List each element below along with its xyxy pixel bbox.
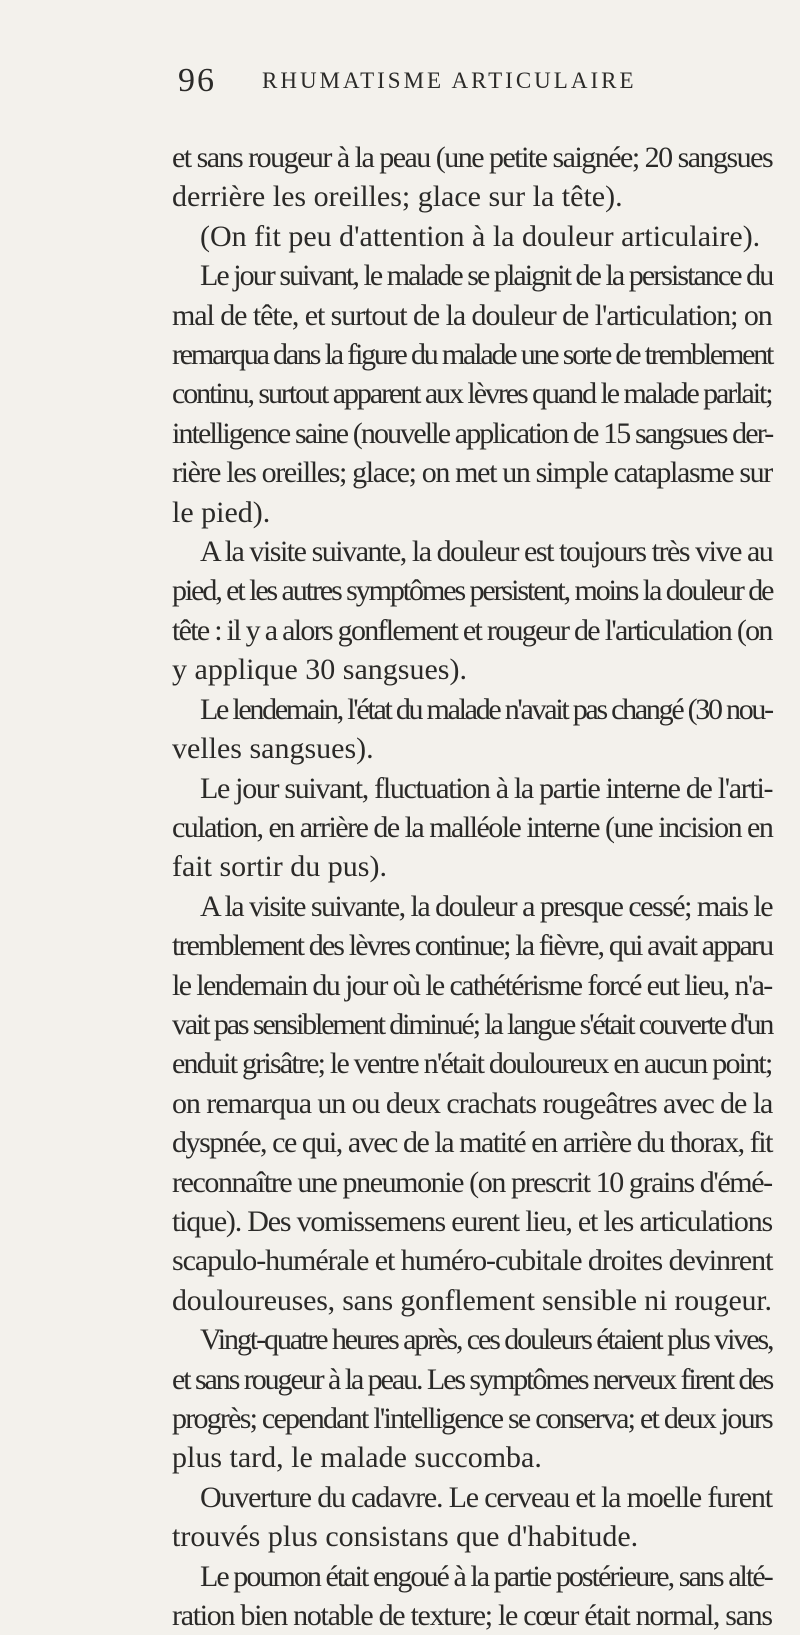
text-line: rière les oreilles; glace; on met un simple cataplasme sur bbox=[172, 456, 772, 490]
text-line: culation, en arrière de la malléole interne (une incision en bbox=[172, 810, 773, 844]
text-line: velles sangsues). bbox=[172, 732, 374, 766]
text-line: progrès; cependant l'intelligence se conserva; et deux jours bbox=[172, 1402, 772, 1435]
text-line: tête : il y a alors gonflement et rougeur de l'articulation (on bbox=[172, 613, 772, 647]
text-line: Ouverture du cadavre. Le cerveau et la moelle furent bbox=[200, 1480, 772, 1514]
page-header bbox=[178, 62, 760, 102]
text-line: Le lendemain, l'état du malade n'avait pas changé (30 nou- bbox=[200, 692, 772, 726]
text-line: on remarqua un ou deux crachats rougeâtres avec de la bbox=[172, 1086, 773, 1120]
text-line: Le poumon était engoué à la partie postérieure, sans alté- bbox=[200, 1559, 772, 1593]
text-line: intelligence saine (nouvelle application de 15 sangsues der- bbox=[172, 416, 773, 450]
text-line: pied, et les autres symptômes persistent, moins la douleur de bbox=[172, 574, 773, 608]
text-line: y applique 30 sangsues). bbox=[172, 653, 467, 687]
text-line: A la visite suivante, la douleur est toujours très vive au bbox=[200, 535, 773, 569]
text-line: scapulo-humérale et huméro-cubitale droites devinrent bbox=[172, 1244, 773, 1278]
text-line: tique). Des vomissemens eurent lieu, et les articulations bbox=[172, 1204, 772, 1238]
text-line: le pied). bbox=[172, 495, 271, 529]
text-line: continu, surtout apparent aux lèvres quand le malade parlait; bbox=[172, 377, 772, 411]
text-line: ration bien notable de texture; le cœur était normal, sans bbox=[172, 1599, 772, 1633]
text-line: vait pas sensiblement diminué; la langue s'était couverte d'un bbox=[172, 1007, 773, 1041]
text-line: Le jour suivant, le malade se plaignit de la persistance du bbox=[200, 259, 773, 293]
text-line: plus tard, le malade succomba. bbox=[172, 1441, 542, 1475]
text-line: et sans rougeur à la peau. Les symptômes nerveux firent des bbox=[172, 1362, 773, 1396]
text-line: Le jour suivant, fluctuation à la partie interne de l'arti- bbox=[200, 771, 773, 805]
text-line: le lendemain du jour où le cathétérisme forcé eut lieu, n'a- bbox=[172, 968, 772, 1002]
text-line: remarqua dans la figure du malade une sorte de tremblement bbox=[172, 338, 773, 372]
text-line: mal de tête, et surtout de la douleur de l'articulation; on bbox=[172, 298, 772, 332]
text-line: tremblement des lèvres continue; la fièvre, qui avait apparu bbox=[172, 929, 773, 963]
text-line: A la visite suivante, la douleur a presque cessé; mais le bbox=[200, 889, 772, 923]
running-title: RHUMATISME ARTICULAIRE bbox=[262, 68, 637, 93]
text-line: (On fit peu d'attention à la douleur articulaire). bbox=[200, 219, 761, 253]
text-line: reconnaître une pneumonie (on prescrit 10 grains d'émé- bbox=[172, 1165, 772, 1199]
text-line: et sans rougeur à la peau (une petite saignée; 20 sangsues bbox=[172, 141, 773, 174]
body-text bbox=[172, 138, 772, 1635]
text-line: enduit grisâtre; le ventre n'était douloureux en aucun point; bbox=[172, 1047, 772, 1081]
page-number: 96 bbox=[178, 62, 216, 99]
text-line: derrière les oreilles; glace sur la tête). bbox=[172, 180, 623, 214]
text-line: Vingt-quatre heures après, ces douleurs étaient plus vives, bbox=[200, 1323, 773, 1357]
text-line: douloureuses, sans gonflement sensible ni rougeur. bbox=[172, 1283, 772, 1317]
text-line: dyspnée, ce qui, avec de la matité en arrière du thorax, fit bbox=[172, 1126, 773, 1160]
text-line: trouvés plus consistans que d'habitude. bbox=[172, 1520, 639, 1554]
text-line: fait sortir du pus). bbox=[172, 850, 387, 884]
